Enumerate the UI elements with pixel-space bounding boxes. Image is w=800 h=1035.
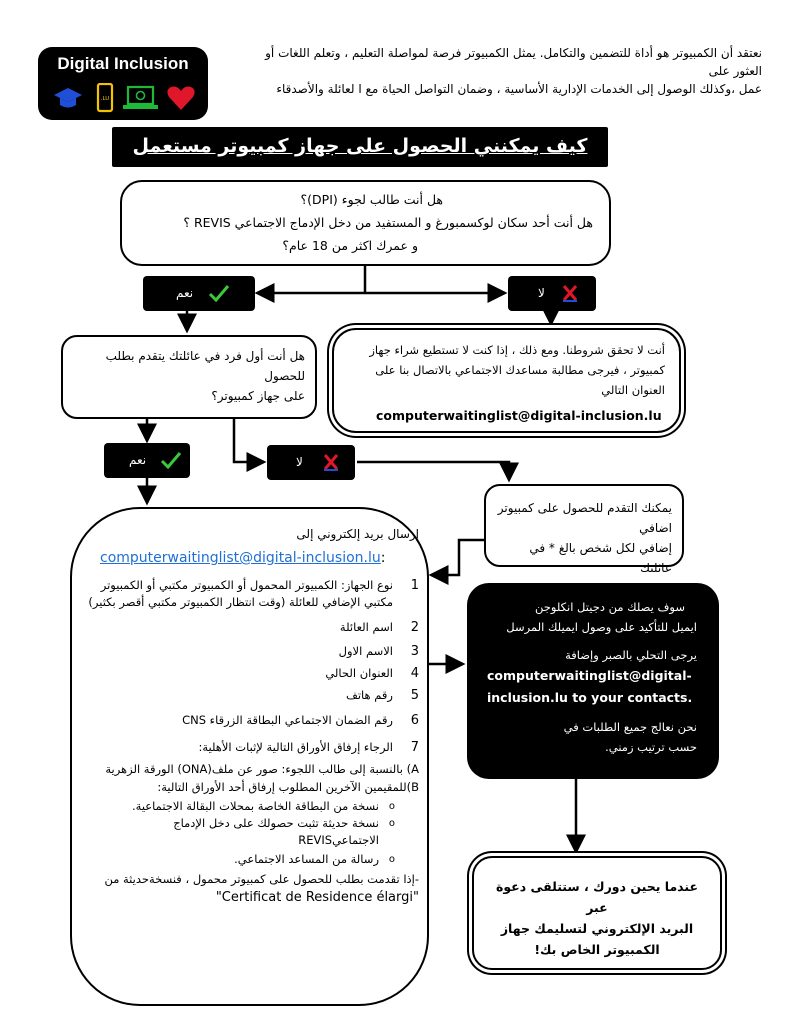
item-text: الاسم الاول: [338, 644, 393, 658]
digital-inclusion-logo: [38, 47, 208, 120]
extra-computer-box: [484, 484, 684, 575]
form-item-first-name: [86, 643, 419, 660]
intro-line-2: عمل ،وكذلك الوصول إلى الخدمات الإدارية الأساسية ، وضمان التواصل الحياة مع ا لعائلة والأصدقاء: [276, 82, 762, 96]
cross-icon: [322, 453, 340, 471]
confirm-line-2: ايميل للتأكيد على وصول ايميلك المرسل: [506, 620, 697, 634]
form-item-social-security: [86, 712, 419, 729]
laptop-icon: [123, 87, 158, 109]
item-number: 3: [410, 644, 419, 659]
form-sub-item: o نسخة حديثة تثبت حصولك على دخل الإدماج الاجتماعيREVIS: [86, 815, 419, 849]
logo-icons: [52, 83, 197, 113]
first-family-member-question: [61, 335, 317, 419]
item-number: 2: [410, 620, 419, 635]
extra-line-1: يمكنك التقدم للحصول على كمبيوتر اضافي: [497, 501, 672, 535]
confirm-line-4: نحن نعالج جميع الطلبات في: [563, 720, 697, 734]
no-text: لا: [296, 455, 303, 469]
confirmation-box: [467, 583, 719, 779]
phone-label: .LU: [100, 96, 110, 102]
not-eligible-note: [332, 328, 681, 433]
item-text: الرجاء إرفاق الأوراق التالية لإثبات الأهلية:: [198, 740, 393, 754]
final-line-1: عندما يحين دورك ، ستتلقى دعوة عبر: [495, 879, 699, 915]
form-laptop-note: -إذا تقدمت بطلب للحصول على كمبيوتر محمول ، فنسخةحديثة من: [104, 872, 419, 886]
question-line-1: هل أنت طالب لجوء (DPI)؟: [300, 192, 443, 207]
yes-label-1: [143, 276, 255, 311]
form-certificate: "Certificat de Residence élargi": [215, 890, 419, 905]
cross-icon: [561, 284, 579, 302]
arrow-to-extra: [357, 462, 509, 480]
phone-icon: [98, 84, 112, 111]
no-text: لا: [538, 286, 545, 300]
confirm-line-3: يرجى التحلي بالصبر وإضافة: [565, 648, 697, 662]
confirm-email-1: computerwaitinglist@digital-: [487, 668, 692, 683]
first-question-line-1: هل أنت أول فرد في عائلتك يتقدم بطلب للحصول: [105, 349, 305, 383]
yes-label-2: [104, 443, 190, 478]
item-number: 7: [410, 740, 419, 755]
form-item-family-name: [86, 619, 419, 636]
check-icon: [208, 284, 230, 302]
form-sub-item: o رسالة من المساعد الاجتماعي.: [86, 851, 419, 868]
final-line-2: البريد الإلكتروني لتسليمك جهاز: [500, 921, 694, 936]
note-line-2: كمبيوتر ، فيرجى مطالبة مساعدك الاجتماعي بالاتصال بنا على: [375, 363, 665, 377]
intro-line-1: نعتقد أن الكمبيوتر هو أداة للتضمين والتكامل. يمثل الكمبيوتر فرصة لمواصلة التعليم ، وتعلم اللغات أو العثور على: [265, 46, 762, 78]
extra-line-2: إضافي لكل شخص بالغ * في عائلتك: [529, 541, 672, 575]
item-text: رقم الضمان الاجتماعي البطاقة الزرقاء CNS: [182, 713, 393, 727]
page-title: كيف يمكنني الحصول على جهاز كمبيوتر مستعمل: [112, 127, 608, 167]
yes-text: نعم: [129, 453, 147, 467]
final-line-3: الكمبيوتر الخاص بك!: [534, 942, 660, 957]
item-number: 5: [410, 688, 419, 703]
item-text: نوع الجهاز: الكمبيوتر المحمول أو الكمبيوتر مكتبي أو الكمبيوتر مكتبي الإضافي للعائلة (وقت انتظار الكمبيوتر مكتبي أقصر بكثير): [88, 578, 393, 609]
confirm-line-1: سوف يصلك من دجيتل انكلوجن: [535, 600, 685, 614]
form-email-colon: :: [380, 550, 386, 566]
final-invitation-box: [472, 856, 722, 970]
logo-title: Digital Inclusion: [57, 54, 189, 73]
form-item-documents: [86, 739, 419, 756]
application-form-box: [70, 507, 429, 1006]
form-header: إرسال بريد إلكتروني إلى: [296, 527, 419, 541]
confirm-email-2: inclusion.lu to your contacts.: [487, 690, 693, 705]
form-item-address: [86, 665, 419, 682]
item-text: رقم هاتف: [345, 688, 393, 702]
form-option-b: B)للمقيمين الآخرين المطلوب إرفاق أحد الأوراق التالية:: [157, 780, 419, 794]
intro-text: [242, 44, 762, 98]
arrow-extra-to-form: [431, 540, 484, 575]
check-icon: [160, 451, 182, 469]
yes-text: نعم: [176, 286, 194, 300]
item-number: 4: [410, 666, 419, 681]
form-option-a: A) بالنسبة إلى طالب اللجوء: صور عن ملف(ONA) الورقة الزهرية: [105, 762, 419, 776]
arrow-to-no-2: [234, 419, 264, 462]
form-item-phone: [86, 687, 419, 704]
question-line-3: و عمرك اكثر من 18 عام؟: [282, 238, 418, 253]
heart-icon: [167, 87, 194, 111]
form-item-device: [86, 577, 419, 611]
form-email-row: [100, 547, 419, 569]
form-sub-item: o نسخة من البطاقة الخاصة بمحلات البقالة الاجتماعية.: [86, 798, 419, 815]
item-number: 1: [410, 578, 419, 593]
note-line-3: العنوان التالي: [601, 383, 665, 397]
note-email[interactable]: computerwaitinglist@digital-inclusion.lu: [376, 408, 662, 423]
eligibility-question-box: [120, 180, 611, 266]
item-text: اسم العائلة: [339, 620, 393, 634]
item-number: 6: [410, 713, 419, 728]
no-label-1: [508, 276, 596, 311]
no-label-2: [267, 445, 355, 480]
question-line-2: هل أنت أحد سكان لوكسمبورغ و المستفيد من دخل الإدماج الاجتماعي REVIS ؟: [183, 215, 593, 230]
form-email-link[interactable]: computerwaitinglist@digital-inclusion.lu: [100, 550, 381, 566]
item-text: العنوان الحالي: [325, 666, 393, 680]
confirm-line-5: حسب ترتيب زمني.: [605, 740, 697, 754]
graduation-cap-icon: [54, 88, 82, 108]
first-question-line-2: على جهاز كمبيوتر؟: [211, 389, 305, 403]
note-line-1: أنت لا تحقق شروطنا. ومع ذلك ، إذا كنت لا تستطيع شراء جهاز: [369, 343, 665, 357]
